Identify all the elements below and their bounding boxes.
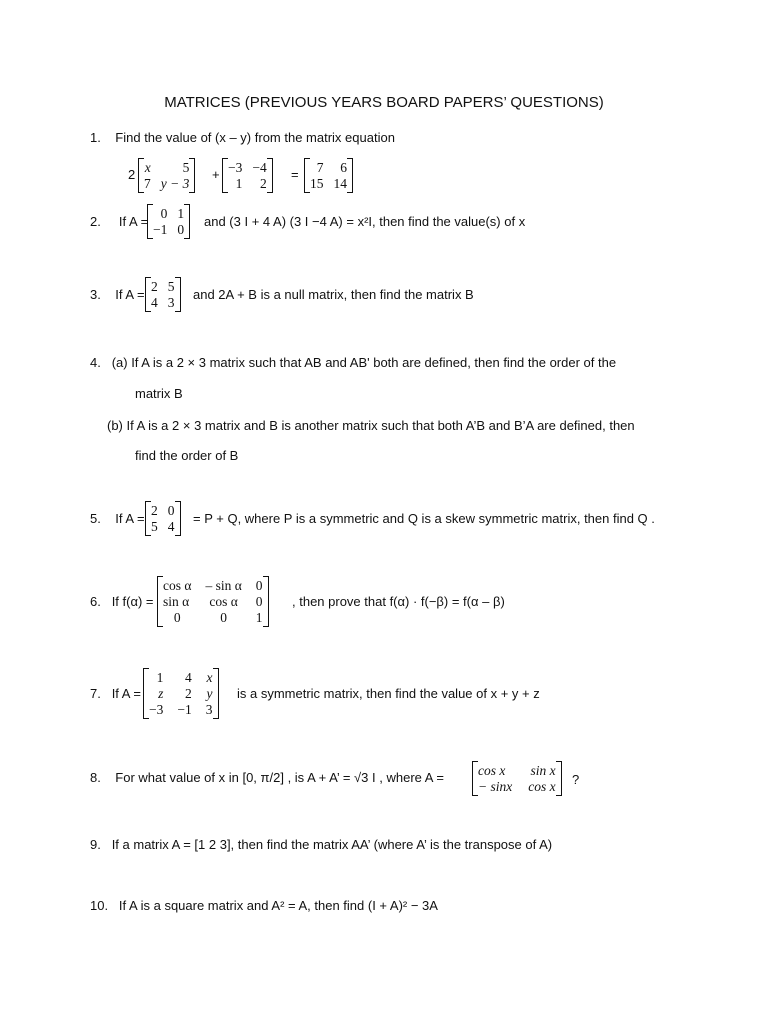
matrix-cell: −1 bbox=[153, 222, 168, 237]
question-text: If A = bbox=[111, 686, 141, 701]
question-number: 9. bbox=[90, 837, 101, 852]
matrix-cell: 2 bbox=[151, 503, 158, 518]
question-10 bbox=[90, 898, 438, 913]
matrix-cell: −3 bbox=[149, 702, 164, 717]
matrix-cell: 0 bbox=[255, 578, 263, 593]
matrix-cell: 3 bbox=[167, 295, 175, 310]
matrix-cell: −1 bbox=[177, 702, 192, 717]
question-text: = P + Q, where P is a symmetric and Q is a skew symmetric matrix, then find Q . bbox=[193, 511, 655, 526]
matrix-cell: 0 bbox=[255, 594, 263, 609]
matrix-2 bbox=[222, 158, 273, 193]
question-number: 5. bbox=[90, 511, 101, 526]
matrix-cell: x bbox=[206, 670, 213, 685]
question-text: If f(α) = bbox=[111, 594, 154, 609]
question-text: find the order of B bbox=[135, 448, 239, 463]
question-number: 1. bbox=[90, 130, 101, 145]
matrix-cell: 0 bbox=[173, 610, 181, 625]
scalar: 2 bbox=[128, 167, 136, 182]
matrix bbox=[143, 668, 219, 719]
question-text: , then prove that f(α) · f(−β) = f(α – β) bbox=[292, 594, 505, 609]
question-text: and 2A + B is a null matrix, then find the matrix B bbox=[193, 287, 474, 302]
matrix-cell: 0 bbox=[220, 610, 227, 625]
question-text: (a) If A is a 2 × 3 matrix such that AB and AB' both are defined, then find the order of the bbox=[111, 355, 617, 370]
matrix-cell: sin x bbox=[530, 763, 556, 778]
matrix bbox=[472, 761, 562, 796]
page-title: MATRICES (PREVIOUS YEARS BOARD PAPERS’ QUESTIONS) bbox=[164, 94, 604, 111]
question-text: If A = bbox=[118, 214, 149, 229]
question-7 bbox=[90, 686, 141, 701]
matrix-1 bbox=[138, 158, 195, 193]
question-text: is a symmetric matrix, then find the value of x + y + z bbox=[237, 686, 540, 701]
question-text: If A = bbox=[115, 287, 145, 302]
matrix-cell: 14 bbox=[333, 176, 347, 191]
question-mark: ? bbox=[572, 772, 580, 787]
matrix-cell: 7 bbox=[144, 176, 151, 191]
matrix bbox=[145, 501, 181, 536]
matrix-cell: cos x bbox=[528, 779, 556, 794]
question-number: 10. bbox=[90, 898, 109, 913]
matrix-cell: cos x bbox=[478, 763, 506, 778]
matrix-3 bbox=[304, 158, 353, 193]
matrix-cell: −3 bbox=[228, 160, 243, 175]
matrix-cell: 1 bbox=[255, 610, 263, 625]
matrix-cell: 5 bbox=[182, 160, 190, 175]
question-2 bbox=[90, 214, 148, 229]
question-number: 6. bbox=[90, 594, 101, 609]
question-number: 2. bbox=[90, 214, 101, 229]
matrix-cell: y − 3 bbox=[160, 176, 190, 191]
equals-sign: = bbox=[291, 167, 299, 182]
question-4a bbox=[90, 355, 616, 370]
question-5 bbox=[90, 511, 145, 526]
matrix-cell: cos α bbox=[163, 578, 192, 593]
matrix-cell: 1 bbox=[177, 206, 185, 221]
question-9 bbox=[90, 837, 552, 852]
matrix-cell: z bbox=[158, 686, 164, 701]
question-text: Find the value of (x – y) from the matrix equation bbox=[115, 130, 395, 145]
matrix-cell: y bbox=[206, 686, 213, 701]
question-number: 4. bbox=[90, 355, 101, 370]
matrix-cell: 15 bbox=[310, 176, 324, 191]
plus-sign: + bbox=[212, 167, 220, 182]
matrix-cell: 0 bbox=[167, 503, 175, 518]
question-text: and (3 I + 4 A) (3 I −4 A) = x²I, then find the value(s) of x bbox=[204, 214, 526, 229]
matrix-cell: 6 bbox=[340, 160, 347, 175]
question-8 bbox=[90, 770, 444, 785]
matrix-cell: sin α bbox=[163, 594, 190, 609]
matrix-cell: −4 bbox=[252, 160, 267, 175]
matrix-cell: 7 bbox=[316, 160, 324, 175]
matrix-cell: 2 bbox=[260, 176, 267, 191]
matrix-cell: 2 bbox=[185, 686, 192, 701]
question-text: If A = bbox=[115, 511, 145, 526]
question-text: matrix B bbox=[135, 386, 183, 401]
question-text: If A is a square matrix and A² = A, then find (I + A)² − 3A bbox=[118, 898, 438, 913]
matrix-cell: 0 bbox=[177, 222, 185, 237]
question-text: For what value of x in [0, π/2] , is A + A’ = √3 I , where A = bbox=[115, 770, 444, 785]
matrix bbox=[147, 204, 190, 239]
question-text: If a matrix A = [1 2 3], then find the matrix AA’ (where A’ is the transpose of A) bbox=[111, 837, 553, 852]
question-number: 8. bbox=[90, 770, 101, 785]
matrix-cell: 4 bbox=[167, 519, 175, 534]
matrix-cell: 1 bbox=[156, 670, 164, 685]
question-4b: (b) If A is a 2 × 3 matrix and B is another matrix such that both A’B and B’A are defined, then bbox=[107, 418, 635, 433]
matrix bbox=[157, 576, 269, 627]
question-number: 7. bbox=[90, 686, 101, 701]
matrix-cell: x bbox=[144, 160, 151, 175]
matrix-cell: 2 bbox=[151, 279, 158, 294]
matrix-cell: − sinx bbox=[478, 779, 513, 794]
matrix-cell: 3 bbox=[205, 702, 213, 717]
matrix-cell: – sin α bbox=[205, 578, 242, 593]
matrix-cell: 0 bbox=[160, 206, 168, 221]
question-1 bbox=[90, 130, 395, 145]
question-number: 3. bbox=[90, 287, 101, 302]
matrix-cell: 4 bbox=[151, 295, 158, 310]
matrix-cell: 5 bbox=[151, 519, 158, 534]
matrix-cell: 5 bbox=[167, 279, 175, 294]
matrix-cell: 1 bbox=[235, 176, 243, 191]
matrix bbox=[145, 277, 181, 312]
question-3 bbox=[90, 287, 145, 302]
matrix-cell: cos α bbox=[209, 594, 238, 609]
question-6 bbox=[90, 594, 154, 609]
matrix-cell: 4 bbox=[185, 670, 192, 685]
